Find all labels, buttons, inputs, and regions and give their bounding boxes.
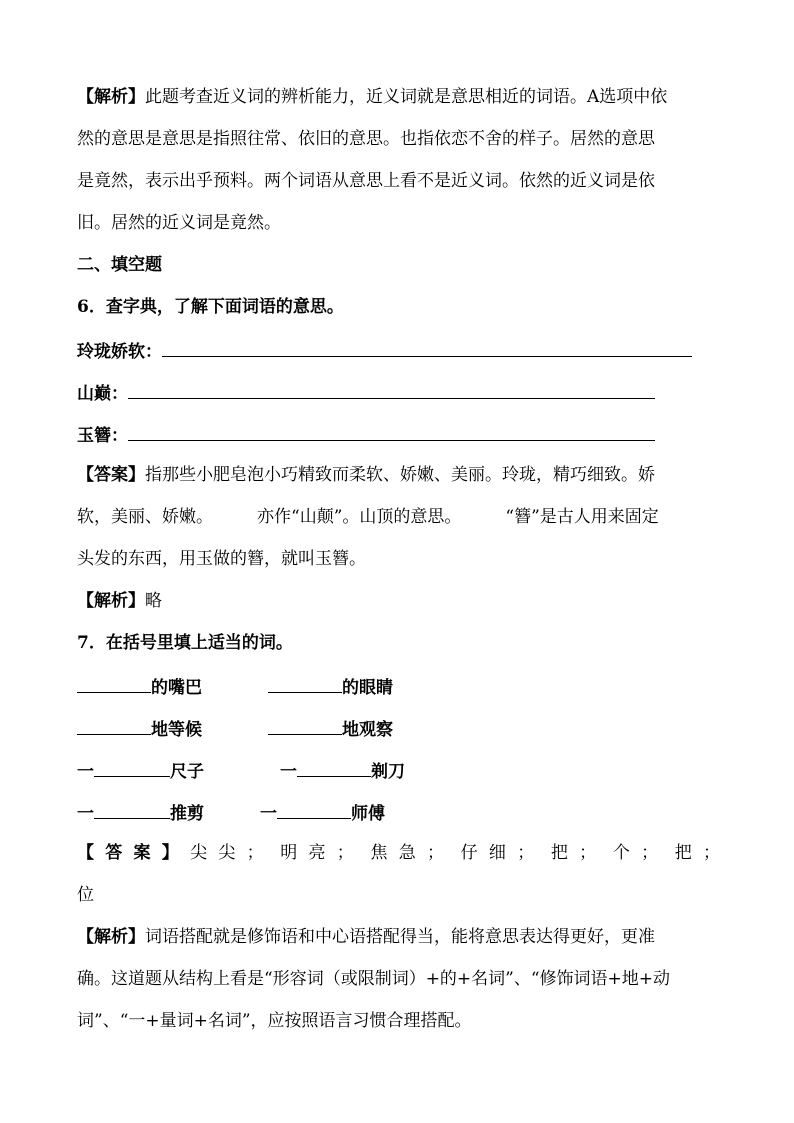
q6-answer-line-1 <box>77 464 655 486</box>
q7-word: 地观察 <box>342 720 393 740</box>
answer-text: 软，美丽、娇嫩。 <box>77 507 213 527</box>
answer-blank[interactable] <box>268 716 342 735</box>
answer-item: 明亮； <box>280 843 354 863</box>
answer-blank[interactable] <box>162 338 692 357</box>
q7-word: 剃刀 <box>371 762 405 782</box>
q6-item-3 <box>77 422 655 447</box>
answer-blank[interactable] <box>128 380 655 399</box>
q7-analysis-line-2: 确。这道题从结构上看是“形容词（或限制词）+的+名词”、“修饰词语+地+动 <box>77 969 671 989</box>
q6-item-label: 玉簪： <box>77 426 128 446</box>
q7-word: 一 <box>280 762 297 782</box>
analysis-line-3: 是竟然，表示出乎预料。两个词语从意思上看不是近义词。依然的近义词是依 <box>77 171 655 191</box>
answer-text: 指那些小肥皂泡小巧精致而柔软、娇嫩、美丽。玲珑，精巧细致。娇 <box>145 465 655 485</box>
answer-tag: 【答案】 <box>77 465 145 485</box>
answer-item: 个； <box>612 843 659 863</box>
answer-text: 亦作“山颠”。山顶的意思。 <box>257 507 462 527</box>
answer-blank[interactable] <box>128 422 655 441</box>
analysis-tag: 【解析】 <box>77 87 145 107</box>
q7-analysis-line-1 <box>77 926 655 948</box>
answer-blank[interactable] <box>77 674 151 693</box>
analysis-tag: 【解析】 <box>77 591 145 611</box>
answer-item: 尖尖； <box>190 843 264 863</box>
q7-word: 的眼睛 <box>342 678 393 698</box>
answer-blank[interactable] <box>94 800 170 819</box>
q6-answer-line-3: 头发的东西，用玉做的簪，就叫玉簪。 <box>77 549 366 569</box>
analysis-line-1 <box>77 86 667 108</box>
q7-row-2 <box>77 716 393 741</box>
answer-blank[interactable] <box>277 800 351 819</box>
q7-row-3 <box>77 758 405 783</box>
answer-blank[interactable] <box>94 758 170 777</box>
q7-analysis-line-3: 词”、“一+量词+名词”，应按照语言习惯合理搭配。 <box>77 1011 472 1031</box>
analysis-line-4: 旧。居然的近义词是竟然。 <box>77 213 281 233</box>
q7-row-1 <box>77 674 393 699</box>
q7-word: 推剪 <box>170 804 204 824</box>
q7-row-4 <box>77 800 385 825</box>
q6-item-label: 山巅： <box>77 384 128 404</box>
analysis-text: 词语搭配就是修饰语和中心语搭配得当，能将意思表达得更好，更准 <box>145 927 655 947</box>
answer-tag: 【答案】 <box>77 843 191 863</box>
analysis-line-2: 然的意思是意思是指照往常、依旧的意思。也指依恋不舍的样子。居然的意思 <box>77 129 655 149</box>
q6-answer-line-2 <box>77 506 659 528</box>
q7-word: 地等候 <box>151 720 202 740</box>
answer-item: 把； <box>674 843 721 863</box>
analysis-tag: 【解析】 <box>77 927 145 947</box>
answer-item: 把； <box>550 843 597 863</box>
q6-item-1 <box>77 338 692 363</box>
q6-item-label: 玲珑娇软： <box>77 342 162 362</box>
answer-text: “簪”是古人用来固定 <box>505 507 659 527</box>
q6-title: 6．查字典，了解下面词语的意思。 <box>77 297 344 317</box>
q7-title: 7．在括号里填上适当的词。 <box>77 633 293 653</box>
answer-blank[interactable] <box>268 674 342 693</box>
q6-analysis <box>77 590 162 612</box>
answer-item: 仔细； <box>460 843 535 863</box>
answer-blank[interactable] <box>77 716 151 735</box>
q7-word: 一 <box>77 762 94 782</box>
q7-answer-last: 位 <box>77 885 94 905</box>
q7-word: 一 <box>260 804 277 824</box>
q7-word: 师傅 <box>351 804 385 824</box>
q7-word: 一 <box>77 804 94 824</box>
q6-item-2 <box>77 380 655 405</box>
q7-word: 尺子 <box>170 762 204 782</box>
analysis-text: 此题考查近义词的辨析能力，近义词就是意思相近的词语。A选项中依 <box>145 87 668 107</box>
section-title: 二、填空题 <box>77 255 162 275</box>
answer-blank[interactable] <box>297 758 371 777</box>
analysis-text: 略 <box>145 591 162 611</box>
q7-word: 的嘴巴 <box>151 678 202 698</box>
q7-answer-line <box>77 842 720 864</box>
answer-item: 焦急； <box>370 843 444 863</box>
